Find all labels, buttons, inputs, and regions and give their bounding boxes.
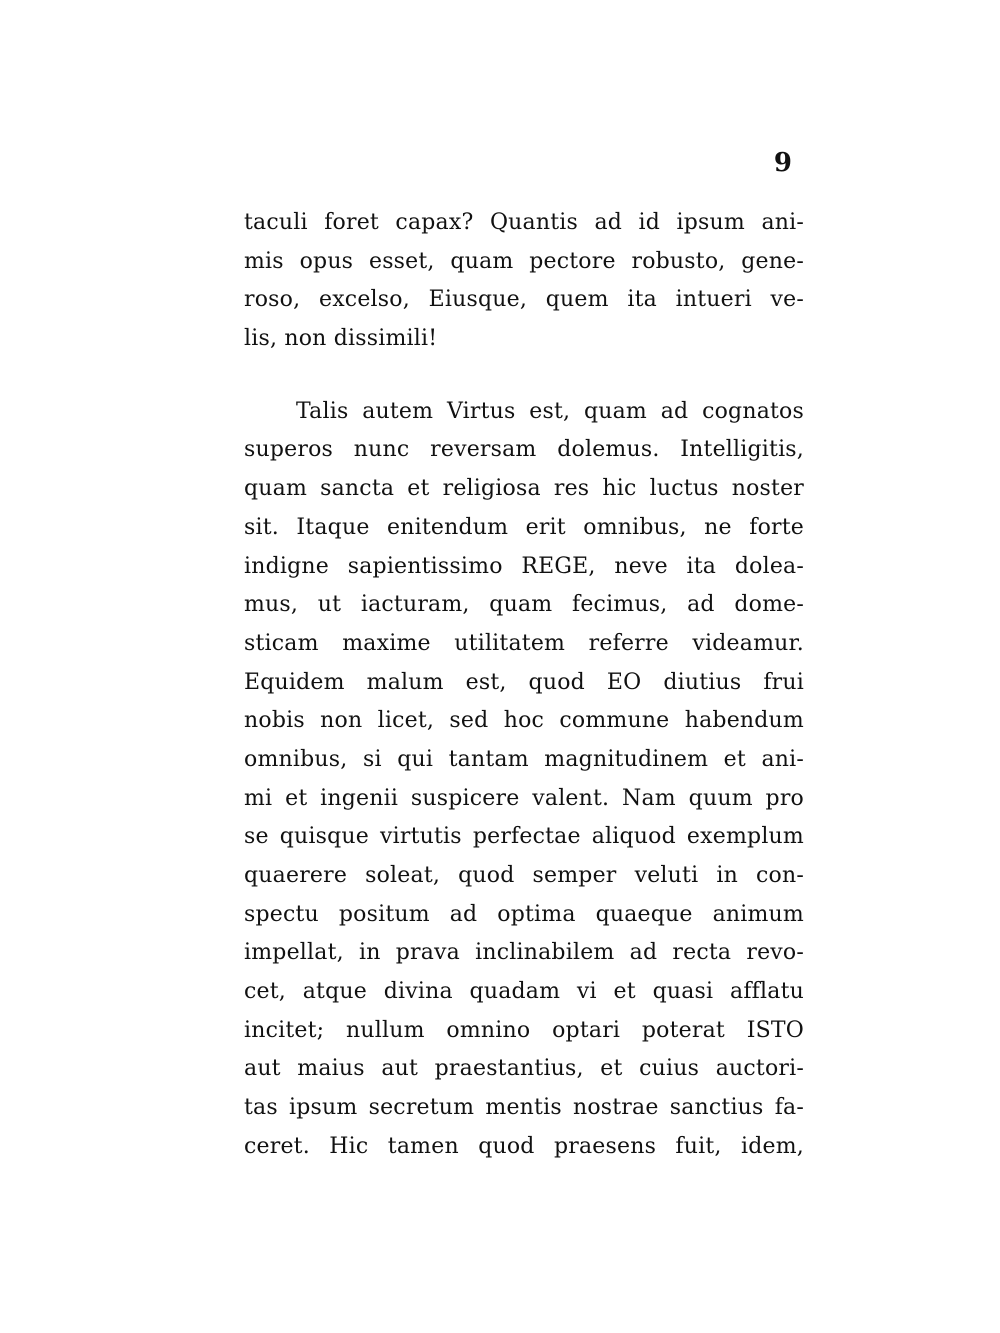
text-line: mi et ingenii suspicere valent. Nam quum pro <box>244 785 804 811</box>
text-line: se quisque virtutis perfectae aliquod exemplum <box>244 824 804 850</box>
paragraph-divider <box>244 359 804 393</box>
text-line: aut maius aut praestantius, et cuius auctori- <box>244 1056 804 1082</box>
page-number: 9 <box>773 148 792 178</box>
text-line: spectu positum ad optima quaeque animum <box>244 901 804 927</box>
paragraph-2 <box>244 393 804 1167</box>
text-line: indigne sapientissimo REGE, neve ita dolea- <box>244 553 804 579</box>
text-line: lis, non dissimili! <box>244 326 438 352</box>
text-line: quam sancta et religiosa res hic luctus noster <box>244 476 804 502</box>
text-line: sticam maxime utilitatem referre videamur. <box>244 630 804 656</box>
text-line: ceret. Hic tamen quod praesens fuit, idem, <box>244 1133 804 1159</box>
text-line: omnibus, si qui tantam magnitudinem et ani- <box>244 746 804 772</box>
text-line: taculi foret capax? Quantis ad id ipsum ani- <box>244 210 804 235</box>
text-line: mus, ut iacturam, quam fecimus, ad dome- <box>244 592 804 618</box>
text-line: incitet; nullum omnino optari poterat ISTO <box>244 1017 804 1043</box>
text-line: roso, excelso, Eiusque, quem ita intueri ve- <box>244 287 804 313</box>
text-line: tas ipsum secretum mentis nostrae sanctius fa- <box>244 1095 804 1121</box>
text-line: Equidem malum est, quod EO diutius frui <box>244 669 804 695</box>
text-line: nobis non licet, sed hoc commune habendum <box>244 708 804 734</box>
paragraph-1 <box>244 204 804 359</box>
text-line: impellat, in prava inclinabilem ad recta revo- <box>244 940 804 966</box>
text-line: Talis autem Virtus est, quam ad cognatos <box>296 398 804 424</box>
text-line: superos nunc reversam dolemus. Intelligitis, <box>244 437 804 463</box>
text-line: cet, atque divina quadam vi et quasi afflatu <box>244 979 804 1005</box>
text-line: mis opus esset, quam pectore robusto, gene- <box>244 248 804 274</box>
text-line: sit. Itaque enitendum erit omnibus, ne forte <box>244 514 804 540</box>
text-line: quaerere soleat, quod semper veluti in con- <box>244 863 804 888</box>
body-text <box>244 204 804 1167</box>
